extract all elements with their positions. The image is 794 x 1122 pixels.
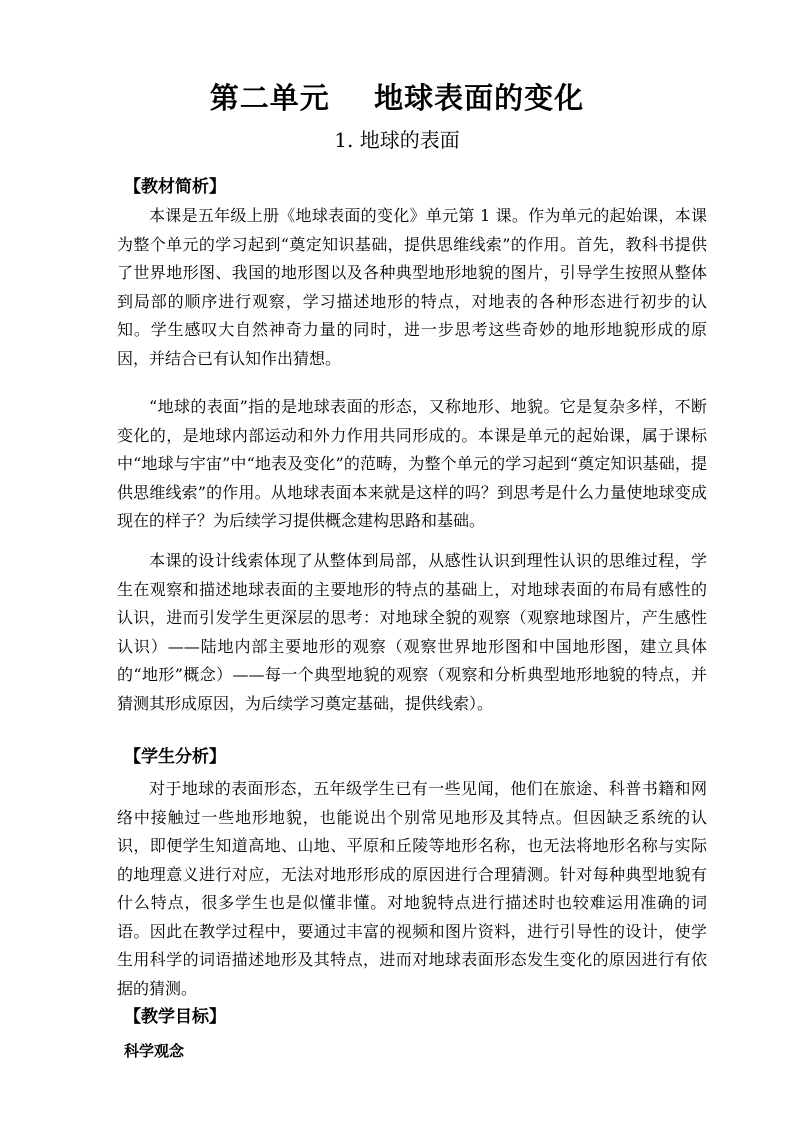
page-subtitle: 1. 地球的表面 [334, 128, 460, 152]
section-heading-goals: 【教学目标】 [124, 1007, 226, 1027]
page-title: 第二单元 地球表面的变化 [209, 81, 585, 115]
sub-heading-science-concepts: 科学观念 [124, 1042, 185, 1060]
analysis-paragraph-1: 本课是五年级上册《地球表面的变化》单元第 1 课。作为单元的起始课，本课为整个单元的学习起到“奠定知识基础，提供思维线索”的作用。首先，教科书提供了世界地形图、我国的地形图以及各种典型地形地貌的图片，引导学生按照从整体到局部的顺序进行观察，学习描述地形的特点，对地表的各种形态进行初步的认知。学生感叹大自然神奇力量的同时，进一步思考这些奇妙的地形地貌形成的原因，并结合已有认知作出猜想。 [117, 206, 707, 368]
section-heading-students: 【学生分析】 [124, 747, 226, 767]
students-paragraph-1: 对于地球的表面形态，五年级学生已有一些见闻，他们在旅途、科普书籍和网络中接触过一些地形地貌，也能说出个别常见地形及其特点。但因缺乏系统的认识，即便学生知道高地、山地、平原和丘陵等地形名称，也无法将地形名称与实际的地理意义进行对应，无法对地形形成的原因进行合理猜测。针对每种典型地貌有什么特点，很多学生也是似懂非懂。对地貌特点进行描述时也较难运用准确的词语。因此在教学过程中，要通过丰富的视频和图片资料，进行引导性的设计，使学生用科学的词语描述地形及其特点，进而对地球表面形态发生变化的原因进行有依据的猜测。 [117, 779, 707, 998]
analysis-paragraph-3: 本课的设计线索体现了从整体到局部，从感性认识到理性认识的思维过程，学生在观察和描述地球表面的主要地形的特点的基础上，对地球表面的布局有感性的认识，进而引发学生更深层的思考：对地球全貌的观察（观察地球图片，产生感性认识）——陆地内部主要地形的观察（观察世界地形图和中国地形图，建立具体的“地形”概念）——每一个典型地貌的观察（观察和分析典型地形地貌的特点，并猜测其形成原因，为后续学习奠定基础，提供线索）。 [117, 551, 707, 713]
analysis-paragraph-2: “地球的表面”指的是地球表面的形态，又称地形、地貌。它是复杂多样，不断变化的，是地球内部运动和外力作用共同形成的。本课是单元的起始课，属于课标中“地球与宇宙”中“地表及变化”的范畴，为整个单元的学习起到“奠定知识基础，提供思维线索”的作用。从地球表面本来就是这样的吗？到思考是什么力量使地球变成现在的样子？为后续学习提供概念建构思路和基础。 [117, 397, 707, 530]
section-heading-analysis: 【教材简析】 [124, 177, 226, 197]
